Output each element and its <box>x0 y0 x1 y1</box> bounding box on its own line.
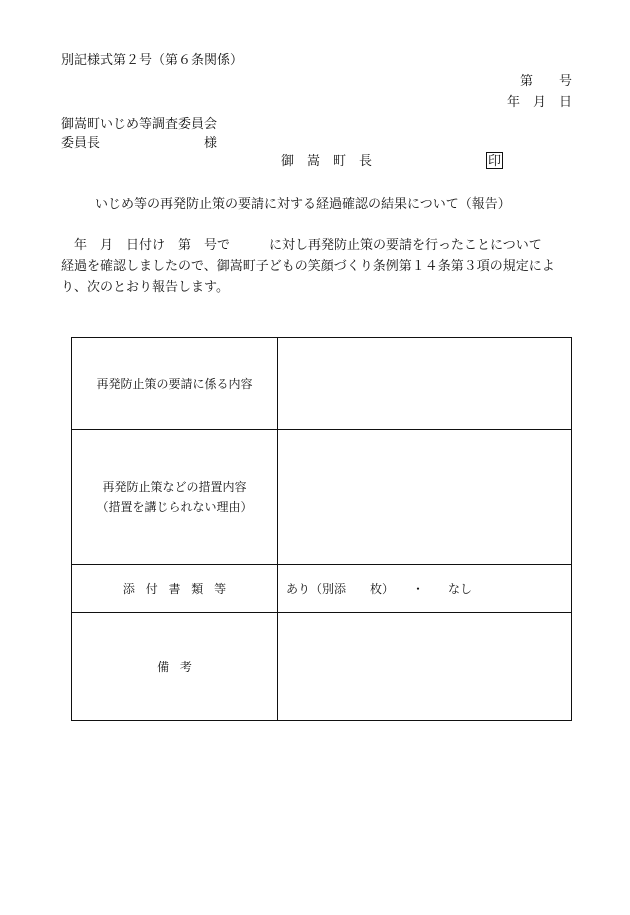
report-table <box>71 337 572 721</box>
label-remarks <box>72 613 278 721</box>
seal-mark: 印 <box>487 154 501 169</box>
table-row-remarks <box>72 613 572 721</box>
table-row-attachments <box>72 565 572 613</box>
label-attachments-text: 添付書類等 <box>122 581 237 596</box>
value-attachments: あり（別添 枚） ・ なし <box>278 565 572 613</box>
addressee-committee: 御嵩町いじめ等調査委員会 <box>61 117 218 132</box>
body-line-3: り、次のとおり報告します。 <box>61 280 229 295</box>
label-remarks-text: 備考 <box>157 659 203 674</box>
label-measures <box>72 430 278 565</box>
value-request-content <box>278 338 572 430</box>
value-measures <box>278 430 572 565</box>
document-date: 年 月 日 <box>506 95 572 110</box>
label-measures-line-2: （措置を講じられない理由） <box>96 500 253 514</box>
body-paragraph <box>61 235 574 298</box>
body-line-2: 経過を確認しましたので、御嵩町子どもの笑顔づくり条例第１４条第３項の規定によ <box>61 259 555 274</box>
table-row-request <box>72 338 572 430</box>
table-row-measures <box>72 430 572 565</box>
label-measures-line-1: 再発防止策などの措置内容 <box>102 480 247 494</box>
form-number: 別記様式第２号（第６条関係） <box>61 53 244 68</box>
addressee-chair: 委員長 様 <box>61 136 218 151</box>
value-remarks <box>278 613 572 721</box>
label-request-content: 再発防止策の要請に係る内容 <box>72 338 278 430</box>
sender-name: 御 嵩 町 長 <box>281 154 373 169</box>
label-attachments <box>72 565 278 613</box>
document-number: 第 号 <box>519 74 572 89</box>
report-title: いじめ等の再発防止策の要請に対する経過確認の結果について（報告） <box>95 197 511 212</box>
body-line-1: 年 月 日付け 第 号で に対し再発防止策の要請を行ったことについて <box>61 238 542 253</box>
